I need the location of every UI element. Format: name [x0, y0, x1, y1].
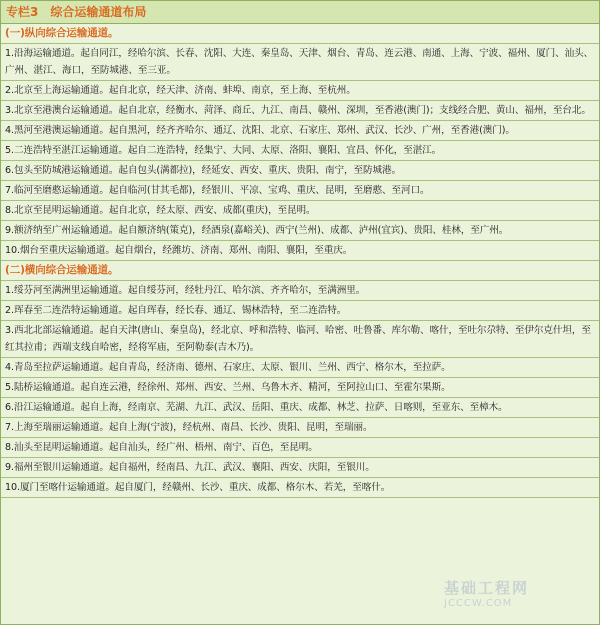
list-item: 1.沿海运输通道。起自同江，经哈尔滨、长春、沈阳、大连、秦皇岛、天津、烟台、青岛、连云港、南通、上海、宁波、福州、厦门、汕头、广州、湛江、海口，至防城港、至三亚。	[1, 44, 599, 81]
panel-title: 综合运输通道布局	[50, 5, 147, 19]
list-item: 1.绥芬河至满洲里运输通道。起自绥芬河，经牡丹江、哈尔滨、齐齐哈尔，至满洲里。	[1, 281, 599, 301]
list-item: 4.青岛至拉萨运输通道。起自青岛，经济南、德州、石家庄、太原、银川、兰州、西宁、格尔木，至拉萨。	[1, 358, 599, 378]
list-item: 8.北京至昆明运输通道。起自北京，经太原、西安、成都(重庆)，至昆明。	[1, 201, 599, 221]
list-item: 3.西北北部运输通道。起自天津(唐山、秦皇岛)，经北京、呼和浩特、临河、哈密、吐鲁番、库尔勒、喀什，至吐尔尕特、至伊尔克什坦，至红其拉甫；西端支线自哈密，经将军庙，至阿勒泰(吉木乃)。	[1, 321, 599, 358]
list-item: 6.包头至防城港运输通道。起自包头(满都拉)，经延安、西安、重庆、贵阳、南宁，至防城港。	[1, 161, 599, 181]
list-item: 10.厦门至喀什运输通道。起自厦门，经赣州、长沙、重庆、成都、格尔木、若羌，至喀什。	[1, 478, 599, 498]
watermark-text: 基础工程网	[444, 579, 530, 597]
list-item: 5.陆桥运输通道。起自连云港，经徐州、郑州、西安、兰州、乌鲁木齐、精河，至阿拉山口、至霍尔果斯。	[1, 378, 599, 398]
list-item: 9.额济纳至广州运输通道。起自额济纳(策克)，经酒泉(嘉峪关)、西宁(兰州)、成都、泸州(宜宾)、贵阳、桂林，至广州。	[1, 221, 599, 241]
section-title-horizontal: (二)横向综合运输通道。	[1, 261, 599, 281]
list-item: 6.沿江运输通道。起自上海，经南京、芜湖、九江、武汉、岳阳、重庆、成都、林芝、拉萨、日喀则，至亚东、至樟木。	[1, 398, 599, 418]
watermark	[444, 577, 594, 619]
watermark-url: JCCCW.COM	[444, 598, 513, 609]
list-item: 8.汕头至昆明运输通道。起自汕头，经广州、梧州、南宁、百色，至昆明。	[1, 438, 599, 458]
list-item: 2.北京至上海运输通道。起自北京，经天津、济南、蚌埠、南京，至上海、至杭州。	[1, 81, 599, 101]
panel-header	[1, 1, 599, 24]
list-item: 3.北京至港澳台运输通道。起自北京，经衡水、菏泽、商丘、九江、南昌、赣州、深圳，至香港(澳门)；支线经合肥、黄山、福州，至台北。	[1, 101, 599, 121]
section-title-vertical: (一)纵向综合运输通道。	[1, 24, 599, 44]
list-item: 4.黑河至港澳运输通道。起自黑河，经齐齐哈尔、通辽、沈阳、北京、石家庄、郑州、武汉、长沙、广州，至香港(澳门)。	[1, 121, 599, 141]
panel-label: 专栏3	[6, 5, 39, 19]
list-item: 2.珲春至二连浩特运输通道。起自珲春，经长春、通辽、锡林浩特，至二连浩特。	[1, 301, 599, 321]
list-item: 7.临河至磨憨运输通道。起自临河(甘其毛都)，经银川、平凉、宝鸡、重庆、昆明，至磨憨、至河口。	[1, 181, 599, 201]
list-item: 7.上海至瑞丽运输通道。起自上海(宁波)，经杭州、南昌、长沙、贵阳、昆明，至瑞丽。	[1, 418, 599, 438]
list-item: 10.烟台至重庆运输通道。起自烟台，经潍坊、济南、郑州、南阳、襄阳，至重庆。	[1, 241, 599, 261]
list-item: 9.福州至银川运输通道。起自福州，经南昌、九江、武汉、襄阳、西安、庆阳，至银川。	[1, 458, 599, 478]
list-item: 5.二连浩特至湛江运输通道。起自二连浩特，经集宁、大同、太原、洛阳、襄阳、宜昌、怀化，至湛江。	[1, 141, 599, 161]
